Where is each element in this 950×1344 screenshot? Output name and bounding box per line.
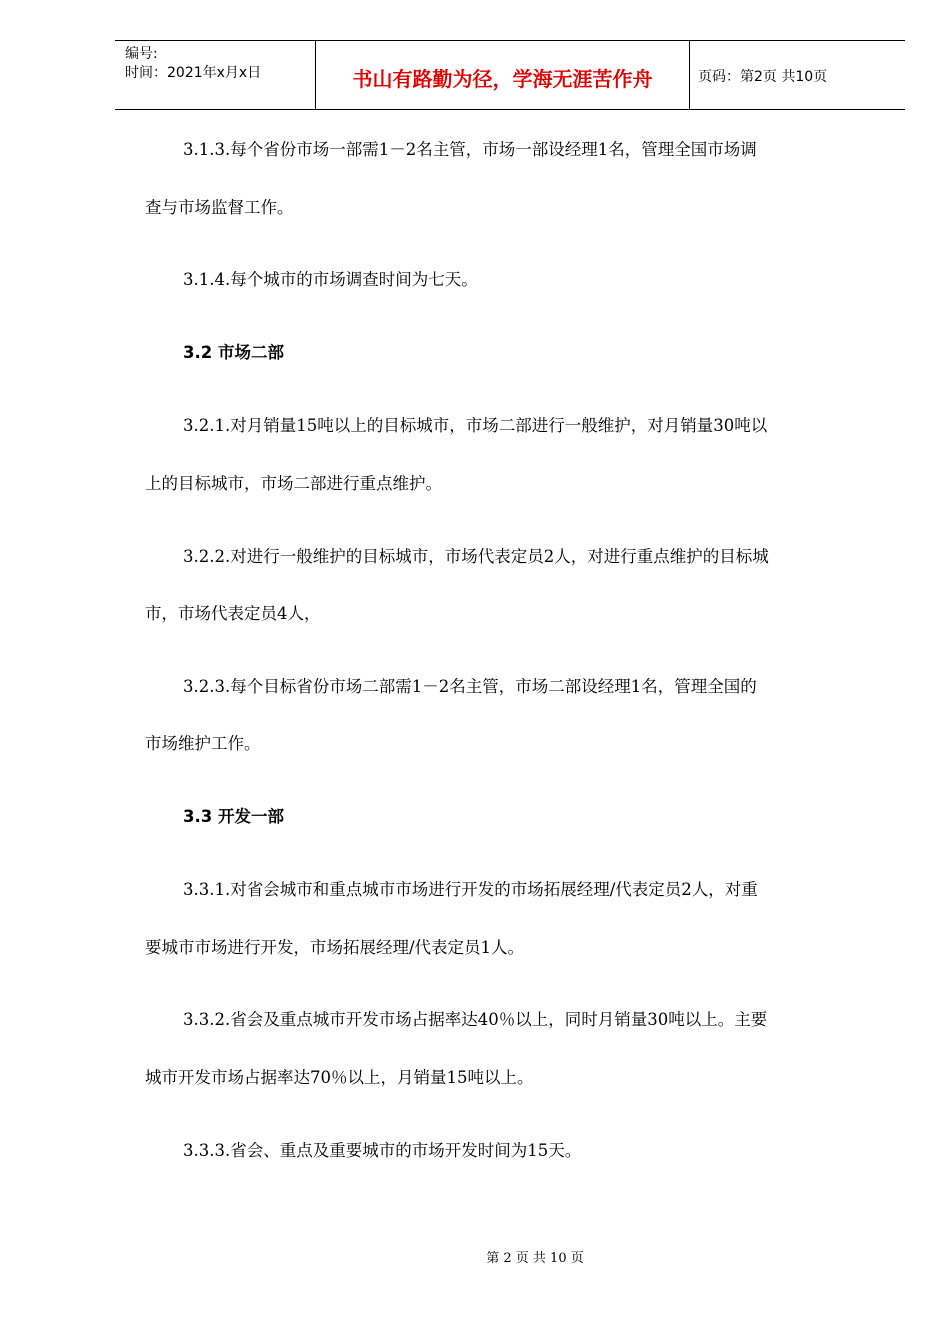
header-page-code: 页码：第2页 共10页 [698,69,828,85]
section-heading-3-3: 3.3 开发一部 [183,807,284,826]
paragraph-3-3-2-line1: 3.3.2.省会及重点城市开发市场占据率达40％以上，同时月销量30吨以上。主要 [183,1010,768,1029]
paragraph-3-2-1-line1: 3.2.1.对月销量15吨以上的目标城市，市场二部进行一般维护，对月销量30吨以 [183,416,768,435]
paragraph-3-2-3-line1: 3.2.3.每个目标省份市场二部需1－2名主管，市场二部设经理1名，管理全国的 [183,677,757,696]
header-meta-cell [115,41,316,109]
time-label: 时间：2021年x月x日 [125,65,262,81]
header-page-cell [690,41,905,109]
paragraph-3-2-1-line2: 上的目标城市，市场二部进行重点维护。 [145,474,442,493]
paragraph-3-3-1-line2: 要城市市场进行开发，市场拓展经理/代表定员1人。 [145,938,525,957]
number-label: 编号: [125,46,158,62]
section-heading-3-2: 3.2 市场二部 [183,343,284,362]
paragraph-3-3-2-line2: 城市开发市场占据率达70％以上，月销量15吨以上。 [145,1068,534,1087]
document-header [115,40,905,110]
paragraph-3-2-3-line2: 市场维护工作。 [145,734,261,753]
paragraph-3-1-3-line2: 查与市场监督工作。 [145,198,294,217]
header-motto: 书山有路勤为径，学海无涯苦作舟 [352,67,653,91]
paragraph-3-2-2-line2: 市，市场代表定员4人， [145,604,321,623]
paragraph-3-2-2-line1: 3.2.2.对进行一般维护的目标城市，市场代表定员2人，对进行重点维护的目标城 [183,547,769,566]
paragraph-3-1-3-line1: 3.1.3.每个省份市场一部需1－2名主管，市场一部设经理1名，管理全国市场调 [183,140,757,159]
paragraph-3-3-1-line1: 3.3.1.对省会城市和重点城市市场进行开发的市场拓展经理/代表定员2人，对重 [183,880,758,899]
paragraph-3-1-4-line1: 3.1.4.每个城市的市场调查时间为七天。 [183,270,478,289]
paragraph-3-3-3-line1: 3.3.3.省会、重点及重要城市的市场开发时间为15天。 [183,1141,582,1160]
header-motto-cell [316,41,690,109]
page-footer: 第 2 页 共 10 页 [486,1251,584,1266]
